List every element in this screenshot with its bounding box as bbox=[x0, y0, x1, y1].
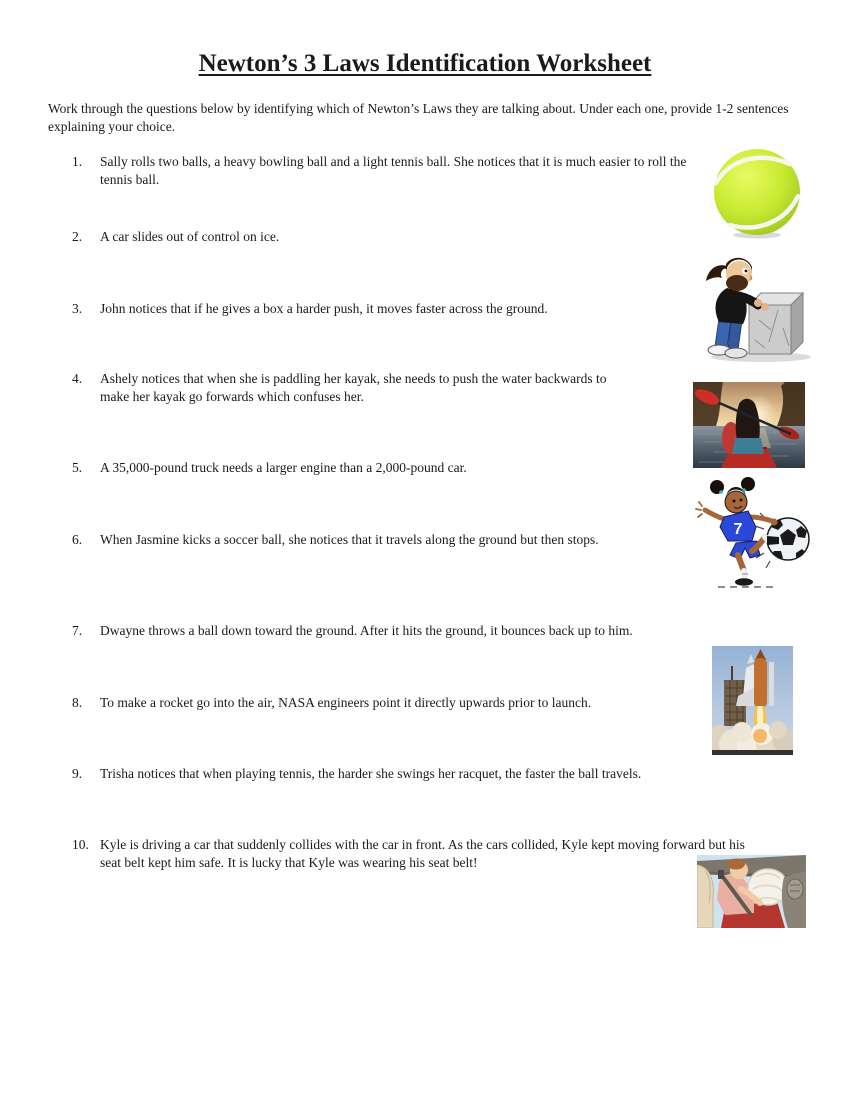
question-item-9 bbox=[72, 765, 788, 783]
question-text: Kyle is driving a car that suddenly collides with the car in front. As the cars collided, Kyle kept moving forward but his seat belt kept him safe. It is lucky that Kyle was wearing his seat belt! bbox=[100, 837, 745, 870]
question-number: 5. bbox=[72, 460, 83, 475]
jersey-number: 7 bbox=[733, 521, 743, 538]
question-number: 8. bbox=[72, 695, 83, 710]
question-item-1 bbox=[72, 153, 695, 189]
question-number: 9. bbox=[72, 766, 83, 781]
question-item-6 bbox=[72, 531, 650, 549]
question-item-7 bbox=[72, 622, 768, 640]
question-number: 6. bbox=[72, 532, 83, 547]
tennis-ball-image bbox=[712, 147, 802, 239]
question-item-2 bbox=[72, 228, 700, 246]
question-text: A 35,000-pound truck needs a larger engine than a 2,000-pound car. bbox=[100, 460, 467, 475]
question-text: Sally rolls two balls, a heavy bowling ball and a light tennis ball. She notices that it is much easier to roll the tennis ball. bbox=[100, 154, 687, 187]
question-item-8 bbox=[72, 694, 728, 712]
question-text: Dwayne throws a ball down toward the ground. After it hits the ground, it bounces back up to him. bbox=[100, 623, 633, 638]
soccer-player-image bbox=[694, 477, 815, 591]
question-text: When Jasmine kicks a soccer ball, she notices that it travels along the ground but then stops. bbox=[100, 532, 599, 547]
question-item-5 bbox=[72, 459, 700, 477]
question-text: A car slides out of control on ice. bbox=[100, 229, 280, 244]
page-title bbox=[0, 50, 850, 78]
page-title-text: Newton’s 3 Laws Identification Worksheet bbox=[198, 50, 652, 77]
question-item-4 bbox=[72, 370, 610, 406]
question-text: To make a rocket go into the air, NASA engineers point it directly upwards prior to launch. bbox=[100, 695, 592, 710]
question-number: 1. bbox=[72, 154, 83, 169]
question-item-10 bbox=[72, 836, 768, 872]
car-airbag-image bbox=[697, 855, 806, 928]
question-number: 2. bbox=[72, 229, 83, 244]
question-number: 10. bbox=[72, 837, 89, 852]
rocket-launch-image bbox=[712, 646, 793, 755]
question-number: 4. bbox=[72, 371, 83, 386]
question-text: John notices that if he gives a box a harder push, it moves faster across the ground. bbox=[100, 301, 548, 316]
intro-text: Work through the questions below by identifying which of Newton’s Laws they are talking about. Under each one, provide 1-2 sentences explaining your choice. bbox=[48, 101, 789, 134]
man-pushing-box-image bbox=[699, 250, 815, 364]
question-number: 7. bbox=[72, 623, 83, 638]
question-number: 3. bbox=[72, 301, 83, 316]
question-text: Ashely notices that when she is paddling her kayak, she needs to push the water backwards to make her kayak go forwards which confuses her. bbox=[100, 371, 607, 404]
question-item-3 bbox=[72, 300, 720, 318]
kayaker-image bbox=[693, 382, 805, 468]
question-text: Trisha notices that when playing tennis, the harder she swings her racquet, the faster the ball travels. bbox=[100, 766, 642, 781]
